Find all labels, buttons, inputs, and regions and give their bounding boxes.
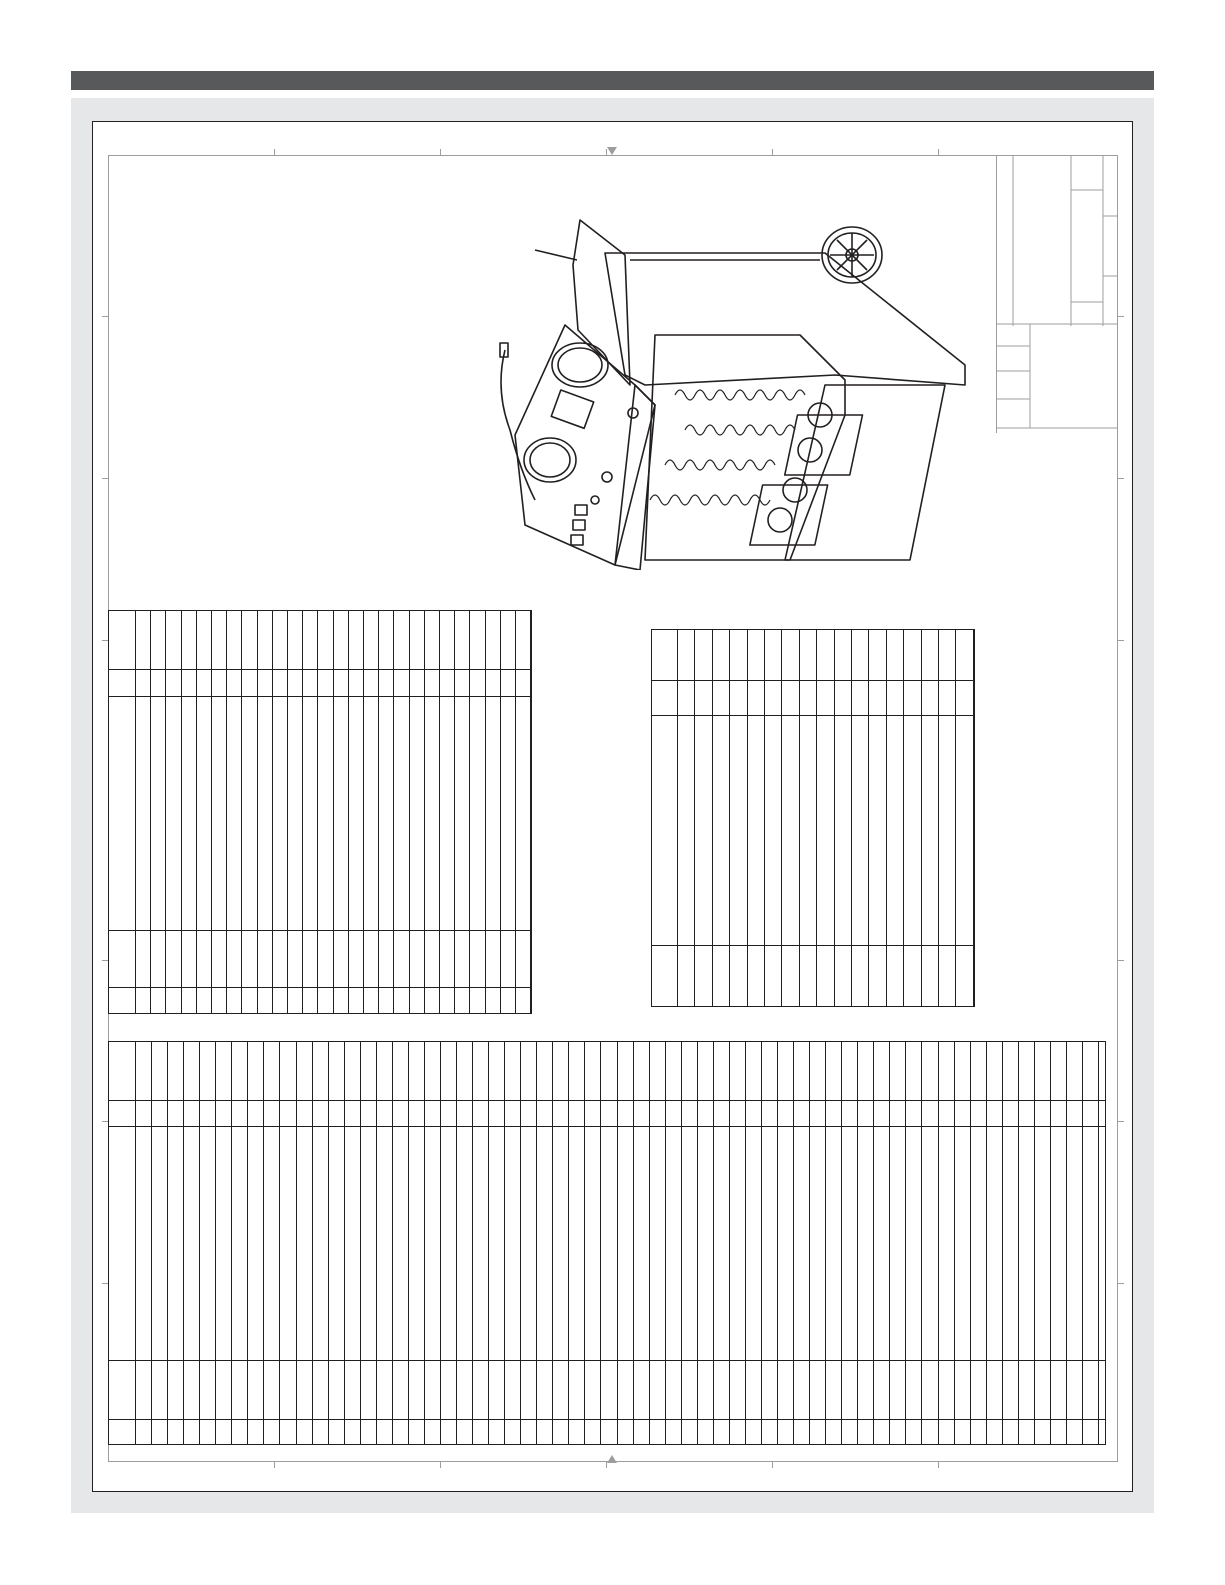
table-column-line bbox=[215, 1042, 216, 1444]
table-column-line bbox=[378, 611, 379, 1013]
frame-tick bbox=[1118, 960, 1124, 961]
title-block bbox=[996, 156, 1117, 433]
table-column-line bbox=[211, 611, 212, 1013]
table-row-line bbox=[109, 1100, 1105, 1101]
table-column-line bbox=[633, 1042, 634, 1444]
table-column-line bbox=[515, 611, 516, 1013]
table-row-line bbox=[109, 930, 531, 931]
table-column-line bbox=[955, 630, 956, 1006]
table-column-line bbox=[226, 611, 227, 1013]
table-column-line bbox=[584, 1042, 585, 1444]
table-column-line bbox=[439, 611, 440, 1013]
table-column-line bbox=[520, 1042, 521, 1444]
table-column-line bbox=[681, 1042, 682, 1444]
table-column-line bbox=[424, 1042, 425, 1444]
table-column-line bbox=[921, 630, 922, 1006]
frame-tick bbox=[102, 316, 108, 317]
frame-tick bbox=[1118, 640, 1124, 641]
table-column-line bbox=[713, 1042, 714, 1444]
table-column-line bbox=[360, 1042, 361, 1444]
table-row-line bbox=[652, 715, 974, 716]
table-column-line bbox=[697, 1042, 698, 1444]
table-column-line bbox=[873, 1042, 874, 1444]
bottom-center-arrow-icon bbox=[607, 1455, 617, 1463]
table-column-line bbox=[167, 1042, 168, 1444]
right-grid-table bbox=[651, 629, 975, 1007]
table-column-line bbox=[151, 1042, 152, 1444]
table-column-line bbox=[665, 1042, 666, 1444]
table-column-line bbox=[889, 1042, 890, 1444]
header-bar bbox=[71, 71, 1154, 90]
table-column-line bbox=[1050, 1042, 1051, 1444]
table-column-line bbox=[903, 630, 904, 1006]
table-column-line bbox=[181, 611, 182, 1013]
table-column-line bbox=[938, 630, 939, 1006]
table-column-line bbox=[296, 1042, 297, 1444]
table-row-line bbox=[109, 696, 531, 697]
table-column-line bbox=[247, 1042, 248, 1444]
table-column-line bbox=[761, 1042, 762, 1444]
table-column-line bbox=[454, 611, 455, 1013]
frame-tick bbox=[938, 1462, 939, 1468]
frame-tick bbox=[772, 1462, 773, 1468]
frame-tick bbox=[1118, 478, 1124, 479]
table-column-line bbox=[745, 1042, 746, 1444]
table-column-line bbox=[472, 1042, 473, 1444]
table-column-line bbox=[231, 1042, 232, 1444]
frame-tick bbox=[274, 149, 275, 155]
table-column-line bbox=[456, 1042, 457, 1444]
table-column-line bbox=[328, 1042, 329, 1444]
table-column-line bbox=[424, 611, 425, 1013]
machine-illustration bbox=[495, 215, 990, 570]
table-column-line bbox=[938, 1042, 939, 1444]
table-column-line bbox=[712, 630, 713, 1006]
frame-tick bbox=[938, 149, 939, 155]
table-column-line bbox=[617, 1042, 618, 1444]
table-column-line bbox=[729, 630, 730, 1006]
table-column-line bbox=[485, 611, 486, 1013]
table-column-line bbox=[986, 1042, 987, 1444]
table-column-line bbox=[747, 630, 748, 1006]
table-column-line bbox=[135, 611, 136, 1013]
table-column-line bbox=[135, 1042, 136, 1444]
frame-tick bbox=[772, 149, 773, 155]
table-column-line bbox=[1034, 1042, 1035, 1444]
table-column-line bbox=[363, 611, 364, 1013]
table-column-line bbox=[1002, 1042, 1003, 1444]
table-column-line bbox=[905, 1042, 906, 1444]
frame-tick bbox=[440, 149, 441, 155]
table-column-line bbox=[199, 1042, 200, 1444]
table-column-line bbox=[333, 611, 334, 1013]
table-column-line bbox=[317, 611, 318, 1013]
table-column-line bbox=[781, 630, 782, 1006]
top-center-arrow-icon bbox=[607, 147, 617, 155]
table-column-line bbox=[799, 630, 800, 1006]
table-column-line bbox=[376, 1042, 377, 1444]
table-column-line bbox=[970, 1042, 971, 1444]
table-column-line bbox=[677, 630, 678, 1006]
table-column-line bbox=[868, 630, 869, 1006]
table-column-line bbox=[816, 630, 817, 1006]
table-column-line bbox=[488, 1042, 489, 1444]
table-column-line bbox=[1018, 1042, 1019, 1444]
table-column-line bbox=[165, 611, 166, 1013]
table-column-line bbox=[809, 1042, 810, 1444]
frame-tick bbox=[102, 478, 108, 479]
table-column-line bbox=[857, 1042, 858, 1444]
table-column-line bbox=[851, 630, 852, 1006]
table-column-line bbox=[793, 1042, 794, 1444]
table-column-line bbox=[272, 611, 273, 1013]
table-row-line bbox=[109, 1126, 1105, 1127]
table-column-line bbox=[408, 1042, 409, 1444]
table-column-line bbox=[834, 630, 835, 1006]
table-column-line bbox=[344, 1042, 345, 1444]
frame-tick bbox=[274, 1462, 275, 1468]
table-column-line bbox=[886, 630, 887, 1006]
table-column-line bbox=[279, 1042, 280, 1444]
table-column-line bbox=[973, 630, 974, 1006]
table-row-line bbox=[652, 680, 974, 681]
table-row-line bbox=[652, 945, 974, 946]
table-column-line bbox=[825, 1042, 826, 1444]
table-column-line bbox=[393, 611, 394, 1013]
table-column-line bbox=[312, 1042, 313, 1444]
table-column-line bbox=[777, 1042, 778, 1444]
table-column-line bbox=[764, 630, 765, 1006]
table-column-line bbox=[1066, 1042, 1067, 1444]
table-column-line bbox=[183, 1042, 184, 1444]
table-column-line bbox=[600, 1042, 601, 1444]
table-row-line bbox=[109, 669, 531, 670]
table-column-line bbox=[530, 611, 531, 1013]
frame-tick bbox=[440, 1462, 441, 1468]
frame-tick bbox=[1118, 1283, 1124, 1284]
table-column-line bbox=[536, 1042, 537, 1444]
table-column-line bbox=[500, 611, 501, 1013]
table-column-line bbox=[348, 611, 349, 1013]
table-column-line bbox=[504, 1042, 505, 1444]
table-column-line bbox=[469, 611, 470, 1013]
left-grid-table bbox=[108, 610, 532, 1014]
table-column-line bbox=[841, 1042, 842, 1444]
table-column-line bbox=[649, 1042, 650, 1444]
table-column-line bbox=[196, 611, 197, 1013]
table-column-line bbox=[694, 630, 695, 1006]
bottom-grid-table bbox=[108, 1041, 1106, 1445]
table-column-line bbox=[440, 1042, 441, 1444]
table-row-line bbox=[109, 1419, 1105, 1420]
table-row-line bbox=[109, 1360, 1105, 1361]
table-column-line bbox=[287, 611, 288, 1013]
table-column-line bbox=[257, 611, 258, 1013]
table-column-line bbox=[954, 1042, 955, 1444]
table-column-line bbox=[1082, 1042, 1083, 1444]
frame-tick bbox=[1118, 1121, 1124, 1122]
table-column-line bbox=[150, 611, 151, 1013]
table-column-line bbox=[1098, 1042, 1099, 1444]
table-column-line bbox=[729, 1042, 730, 1444]
table-column-line bbox=[263, 1042, 264, 1444]
frame-tick bbox=[1118, 316, 1124, 317]
table-column-line bbox=[302, 611, 303, 1013]
table-column-line bbox=[921, 1042, 922, 1444]
table-column-line bbox=[568, 1042, 569, 1444]
table-row-line bbox=[109, 987, 531, 988]
table-column-line bbox=[241, 611, 242, 1013]
table-column-line bbox=[552, 1042, 553, 1444]
table-column-line bbox=[392, 1042, 393, 1444]
table-column-line bbox=[409, 611, 410, 1013]
